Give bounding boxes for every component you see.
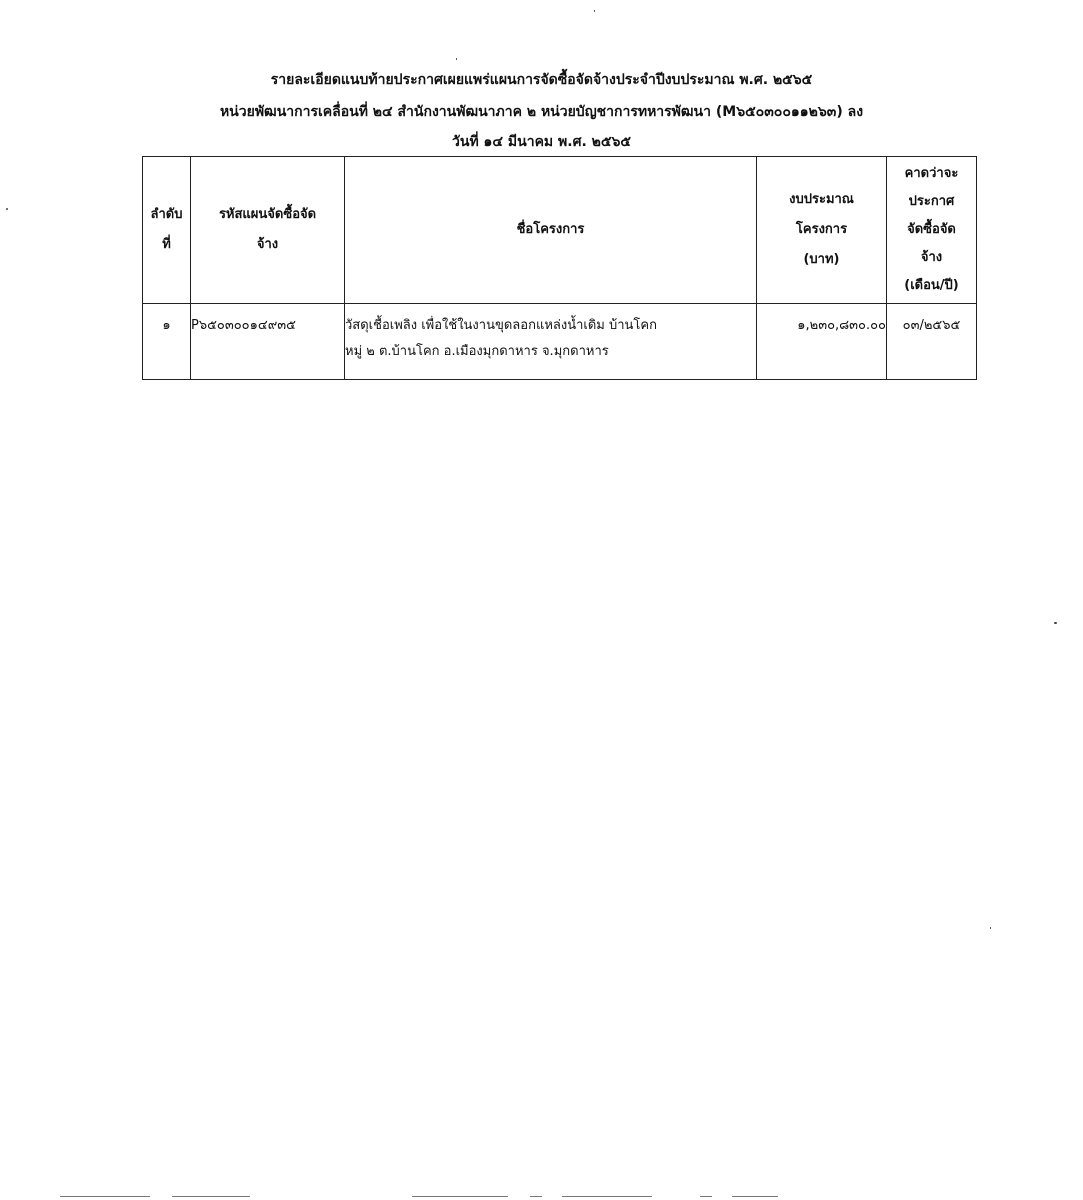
cell-budget: ๑,๒๓๐,๘๓๐.๐๐ [757, 304, 887, 380]
header-plan-code [191, 157, 345, 304]
document-title-line2: หน่วยพัฒนาการเคลื่อนที่ ๒๔ สำนักงานพัฒนาภาค ๒ หน่วยบัญชาการทหารพัฒนา (M๖๕๐๓๐๐๑๑๒๖๓) ลง [219, 104, 864, 120]
header-no-line: ลำดับ [150, 207, 183, 222]
document-title-date: วันที่ ๑๔ มีนาคม พ.ศ. ๒๕๖๕ [452, 134, 631, 150]
scan-edge-mark [172, 1196, 250, 1197]
project-name-line: วัสดุเชื้อเพลิง เพื่อใช้ในงานขุดลอกแหล่งน้ำเดิม บ้านโคก [345, 318, 657, 333]
document-title-line1: รายละเอียดแนบท้ายประกาศเผยแพร่แผนการจัดซื้อจัดจ้างประจำปีงบประมาณ พ.ศ. ๒๕๖๕ [270, 72, 813, 88]
header-no [143, 157, 191, 304]
scan-edge-mark [562, 1196, 652, 1197]
header-budget-line: (บาท) [803, 252, 840, 267]
cell-announce-month: ๐๓/๒๕๖๕ [887, 304, 977, 380]
procurement-plan-table [142, 156, 977, 380]
header-announce-month [887, 157, 977, 304]
header-announce-month-line: จ้าง [920, 250, 943, 265]
header-project-name [345, 157, 757, 304]
cell-plan-code: P๖๕๐๓๐๐๑๔๙๓๕ [191, 304, 345, 380]
scan-speck [6, 208, 8, 210]
header-no-line: ที่ [162, 237, 171, 252]
scan-edge-mark [412, 1196, 508, 1197]
header-announce-month-line: คาดว่าจะ [904, 166, 959, 181]
project-name-line: หมู่ ๒ ต.บ้านโคก อ.เมืองมุกดาหาร จ.มุกดาหาร [345, 344, 609, 359]
table-header-row [143, 157, 977, 304]
header-plan-code-line: รหัสแผนจัดซื้อจัด [218, 207, 317, 222]
scan-speck [594, 10, 595, 12]
table-row [143, 304, 977, 380]
header-budget [757, 157, 887, 304]
header-budget-line: งบประมาณ [789, 192, 854, 207]
header-project-name-line: ชื่อโครงการ [516, 222, 585, 237]
header-budget-line: โครงการ [795, 222, 848, 237]
cell-no: ๑ [143, 304, 191, 380]
scan-speck [456, 58, 457, 60]
header-plan-code-line: จ้าง [256, 237, 279, 252]
cell-project-name [345, 304, 757, 380]
scan-edge-mark [732, 1196, 778, 1197]
scan-speck [990, 927, 991, 929]
header-announce-month-line: ประกาศ [908, 194, 955, 209]
scan-edge-mark [60, 1196, 150, 1197]
scan-speck [1054, 622, 1057, 624]
header-announce-month-line: (เดือน/ปี) [904, 278, 959, 293]
header-announce-month-line: จัดซื้อจัด [907, 222, 956, 237]
scan-edge-mark [530, 1196, 542, 1197]
scan-edge-mark [700, 1196, 712, 1197]
